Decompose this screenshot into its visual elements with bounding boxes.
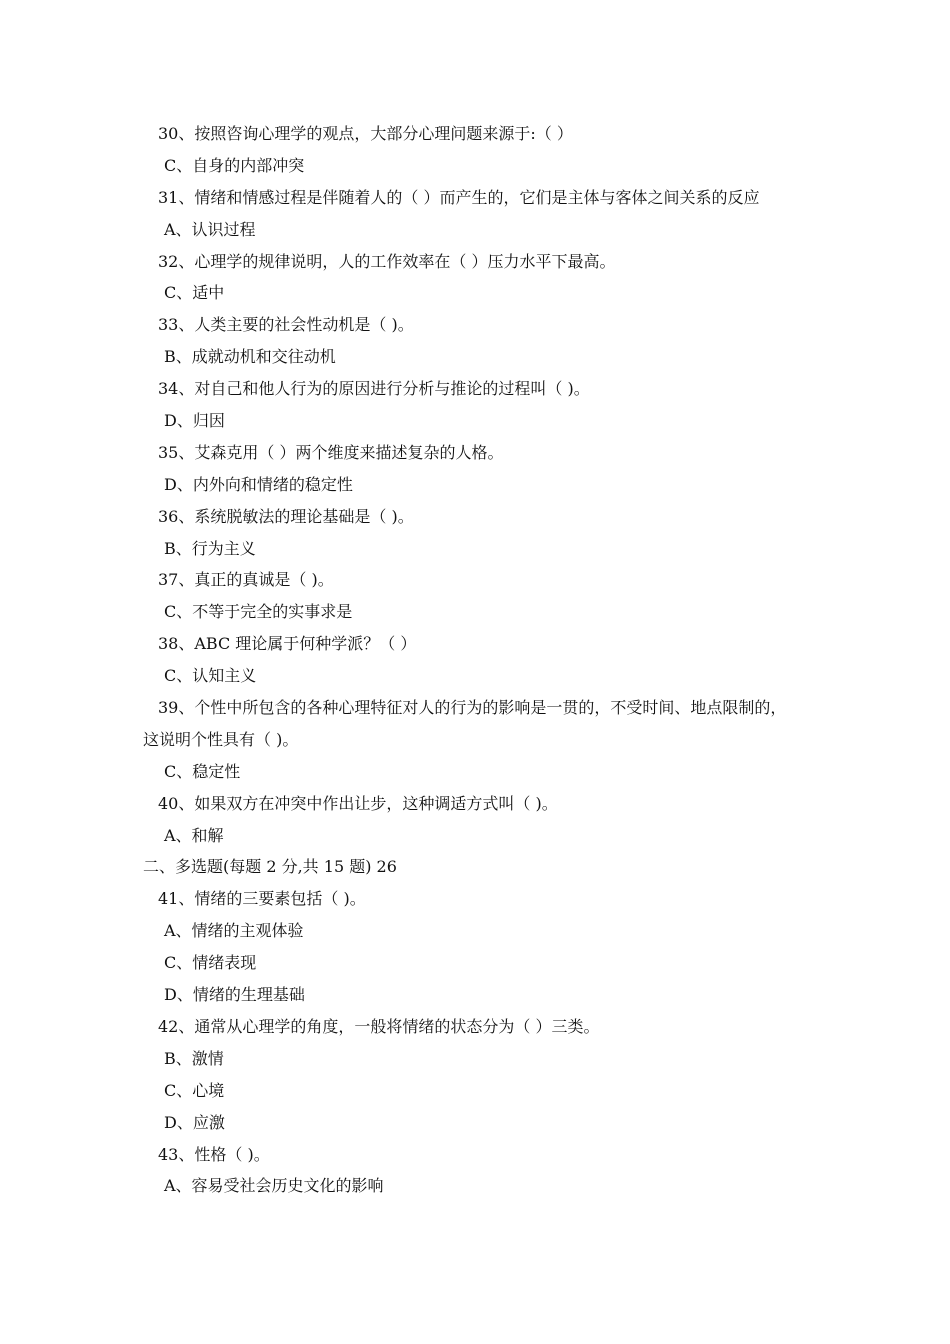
section-heading-multiple-choice: 二、多选题(每题 2 分,共 15 题) 26	[143, 857, 397, 877]
question-41: 41、情绪的三要素包括（ )。	[158, 889, 366, 909]
question-39-continued: 这说明个性具有（ )。	[143, 729, 299, 749]
answer-32: C、适中	[164, 283, 225, 303]
answer-30: C、自身的内部冲突	[164, 155, 305, 175]
answer-41-d: D、情绪的生理基础	[164, 985, 305, 1005]
answer-40: A、和解	[164, 825, 224, 845]
question-42: 42、通常从心理学的角度，一般将情绪的状态分为（ ）三类。	[158, 1016, 600, 1036]
document-page	[0, 118, 950, 1202]
answer-41-a: A、情绪的主观体验	[164, 921, 304, 941]
question-33: 33、人类主要的社会性动机是（ )。	[158, 315, 414, 335]
answer-43-a: A、容易受社会历史文化的影响	[164, 1176, 384, 1196]
question-30: 30、按照咨询心理学的观点，大部分心理问题来源于:（ ）	[158, 124, 573, 143]
answer-41-c: C、情绪表现	[164, 953, 257, 973]
answer-42-b: B、激情	[164, 1048, 224, 1068]
answer-42-d: D、应激	[164, 1112, 225, 1132]
answer-34: D、归因	[164, 411, 225, 431]
question-43: 43、性格（ )。	[158, 1144, 270, 1164]
question-40: 40、如果双方在冲突中作出让步，这种调适方式叫（ )。	[158, 793, 558, 813]
answer-36: B、行为主义	[164, 538, 256, 558]
answer-35: D、内外向和情绪的稳定性	[164, 474, 353, 494]
answer-38: C、认知主义	[164, 666, 257, 686]
question-36: 36、系统脱敏法的理论基础是（ )。	[158, 506, 414, 526]
question-35: 35、艾森克用（ ）两个维度来描述复杂的人格。	[158, 442, 504, 462]
question-32: 32、心理学的规律说明，人的工作效率在（ ）压力水平下最高。	[158, 251, 616, 271]
answer-42-c: C、心境	[164, 1080, 225, 1100]
question-31: 31、情绪和情感过程是伴随着人的（ ）而产生的，它们是主体与客体之间关系的反应	[158, 187, 760, 207]
answer-39: C、稳定性	[164, 761, 241, 781]
answer-33: B、成就动机和交往动机	[164, 347, 336, 367]
question-38: 38、ABC 理论属于何种学派？（ ）	[158, 634, 417, 654]
question-37: 37、真正的真诚是（ )。	[158, 570, 334, 590]
question-39: 39、个性中所包含的各种心理特征对人的行为的影响是一贯的，不受时间、地点限制的，	[158, 698, 787, 718]
question-34: 34、对自己和他人行为的原因进行分析与推论的过程叫（ )。	[158, 379, 590, 399]
answer-37: C、不等于完全的实事求是	[164, 602, 353, 622]
answer-31: A、认识过程	[164, 219, 256, 239]
